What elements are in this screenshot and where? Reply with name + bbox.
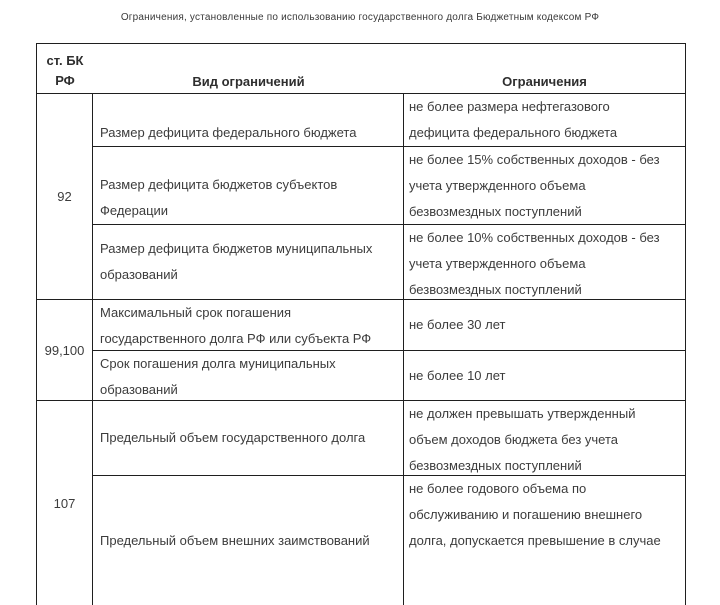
limit-cell	[404, 300, 685, 350]
limit-text: не более размера нефтегазового	[409, 99, 610, 114]
limit-text: не более годового объема по	[409, 481, 587, 496]
limit-text: не более 10% собственных доходов - без	[409, 230, 660, 245]
header-article-line1: ст. БК	[46, 53, 84, 68]
article-cell: 107	[37, 401, 93, 605]
header-type-column	[93, 44, 404, 93]
group-rows	[93, 401, 685, 605]
limit-text: безвозмездных поступлений	[409, 282, 582, 297]
limit-cell	[404, 401, 685, 475]
limit-text: не более 15% собственных доходов - без	[409, 152, 660, 167]
type-text: Размер дефицита федерального бюджета	[100, 125, 357, 140]
table-row	[93, 94, 685, 146]
header-article-line2: РФ	[55, 73, 75, 88]
type-cell	[93, 225, 404, 299]
table-header	[37, 44, 685, 94]
type-text: Максимальный срок погашения	[100, 305, 292, 320]
limit-text: обслуживанию и погашению внешнего	[409, 507, 643, 522]
restrictions-table	[36, 43, 686, 605]
table-row	[93, 146, 685, 224]
table-row	[93, 401, 685, 475]
limit-text: безвозмездных поступлений	[409, 458, 582, 473]
type-text: образований	[100, 382, 178, 397]
type-text: Федерации	[100, 203, 169, 218]
type-cell	[93, 476, 404, 605]
type-cell	[93, 94, 404, 146]
limit-text: учета утвержденного объема	[409, 178, 586, 193]
limit-text: объем доходов бюджета без учета	[409, 432, 619, 447]
limit-text: дефицита федерального бюджета	[409, 125, 618, 140]
type-text: Размер дефицита бюджетов субъектов	[100, 177, 338, 192]
header-type-label: Вид ограничений	[192, 74, 305, 89]
type-cell	[93, 300, 404, 350]
limit-cell	[404, 147, 685, 224]
type-text: Срок погашения долга муниципальных	[100, 356, 336, 371]
table-row	[93, 224, 685, 299]
limit-cell	[404, 94, 685, 146]
group-rows	[93, 94, 685, 299]
table-row	[93, 475, 685, 605]
type-text: образований	[100, 267, 178, 282]
type-cell	[93, 401, 404, 475]
limit-cell	[404, 225, 685, 299]
slide-title: Ограничения, установленные по использованию государственного долга Бюджетным кодексом РФ	[120, 12, 600, 23]
type-text: Предельный объем внешних заимствований	[100, 532, 370, 548]
header-limits-label: Ограничения	[502, 74, 587, 89]
article-group-99-100	[37, 299, 685, 400]
table-row	[93, 350, 685, 400]
article-group-92	[37, 94, 685, 299]
limit-cell	[404, 476, 685, 605]
limit-text: не более 30 лет	[409, 317, 506, 332]
article-group-107	[37, 400, 685, 605]
header-article-column	[37, 44, 93, 93]
table-row	[93, 300, 685, 350]
type-cell	[93, 351, 404, 400]
limit-text: учета утвержденного объема	[409, 256, 586, 271]
article-cell: 99,100	[37, 300, 93, 400]
type-text: Предельный объем государственного долга	[100, 430, 366, 445]
limit-cell	[404, 351, 685, 400]
limit-text: не должен превышать утвержденный	[409, 406, 636, 421]
type-text: Размер дефицита бюджетов муниципальных	[100, 241, 373, 256]
type-text: государственного долга РФ или субъекта РФ	[100, 331, 372, 346]
header-limits-column	[404, 44, 685, 93]
group-rows	[93, 300, 685, 400]
article-cell: 92	[37, 94, 93, 299]
limit-text: безвозмездных поступлений	[409, 204, 582, 219]
type-cell	[93, 147, 404, 224]
limit-text: долга, допускается превышение в случае	[409, 533, 661, 548]
limit-text: не более 10 лет	[409, 367, 506, 383]
